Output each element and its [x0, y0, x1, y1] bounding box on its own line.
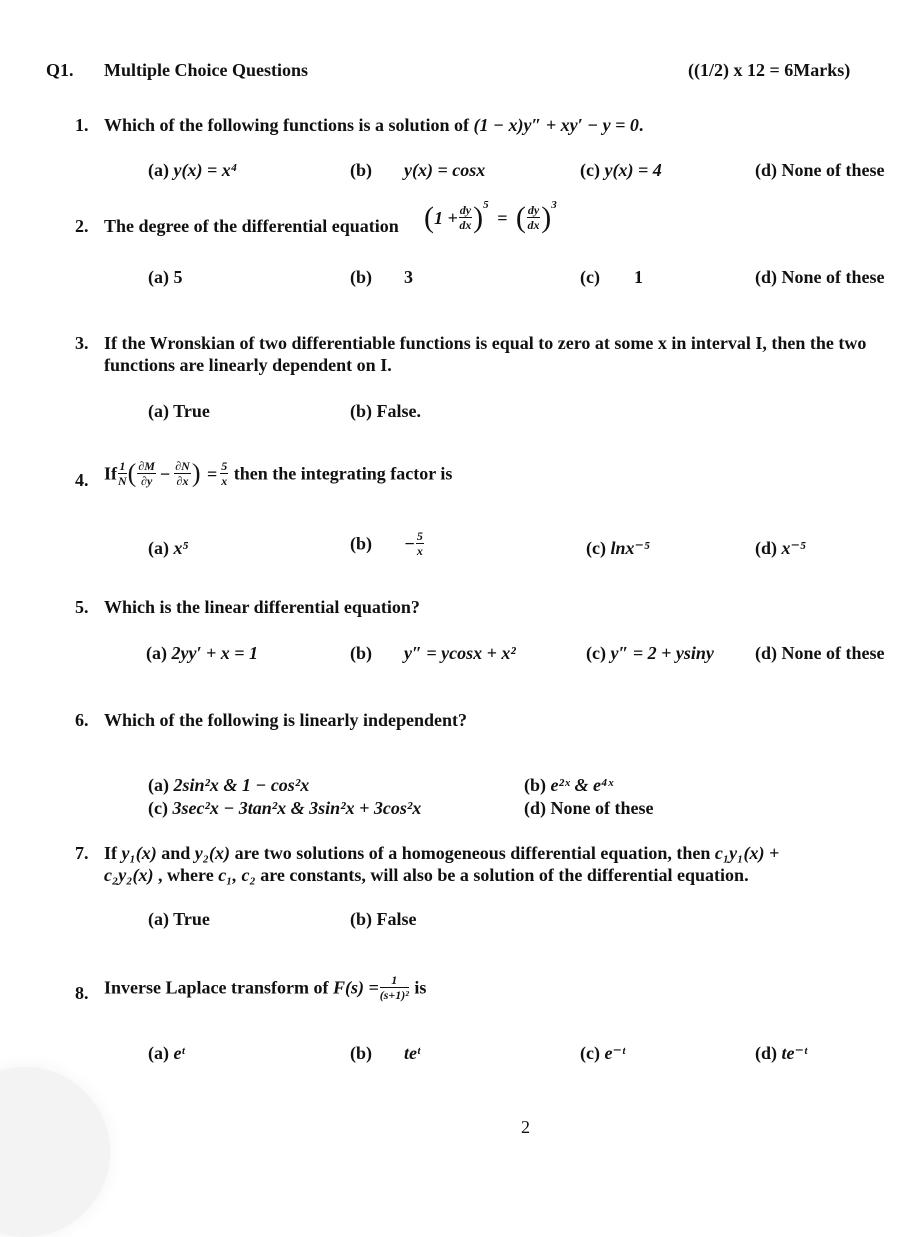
option-c[interactable]: (c) 3sec²x − 3tan²x & 3sin²x + 3cos²x: [148, 798, 422, 818]
option-b[interactable]: (b) e²ˣ & e⁴ˣ: [524, 775, 614, 795]
option-a[interactable]: (a) 2sin²x & 1 − cos²x: [148, 775, 310, 795]
question-equation: (1 + $\frac{dy}{dx}$ )$^5$ = ( $\frac{dy}{dx}$ )$^3$: [424, 199, 557, 234]
option-b[interactable]: (b) y(x) = cosx: [350, 160, 486, 180]
section-title: Multiple Choice Questions: [104, 60, 309, 80]
marks-label: ((1/2) x 12 = 6Marks): [688, 60, 851, 80]
option-c[interactable]: (c) 1: [580, 267, 643, 287]
page-number: 2: [521, 1117, 530, 1137]
question-text: The degree of the differential equation: [104, 216, 399, 236]
option-d[interactable]: (d) x⁻⁵: [755, 538, 807, 558]
item-number: 2.: [75, 216, 89, 236]
question-text-line-1: If the Wronskian of two differentiable functions is equal to zero at some x in interval I, then the two: [104, 333, 867, 353]
option-c[interactable]: (c) y(x) = 4: [580, 160, 662, 180]
question-text: Which is the linear differential equation?: [104, 597, 420, 617]
question-text-line-1: If y₁(x) and y₂(x) are two solutions of a homogeneous differential equation, then c₁y₁(x) +: [104, 843, 780, 863]
item-number: 6.: [75, 710, 89, 730]
option-b[interactable]: (b) teᵗ: [350, 1043, 421, 1063]
option-d[interactable]: (d) None of these: [755, 160, 885, 180]
option-b[interactable]: (b) False: [350, 909, 417, 929]
question-text: Inverse Laplace transform of F(s) = $\frac{1}{\text{(s+1)²}}$ is: [104, 973, 427, 1002]
item-number: 8.: [75, 983, 89, 1003]
option-b[interactable]: (b) − $\frac{5}{x}$: [350, 529, 423, 558]
option-a[interactable]: (a) eᵗ: [148, 1043, 185, 1063]
option-c[interactable]: (c) e⁻ᵗ: [580, 1043, 626, 1063]
option-d[interactable]: (d) None of these: [755, 643, 885, 663]
option-a[interactable]: (a) 2yy′ + x = 1: [146, 643, 259, 663]
question-text-line-2: functions are linearly dependent on I.: [104, 355, 392, 375]
question-number: Q1.: [46, 60, 74, 80]
question-equation: (1 − x)y″ + xy′ − y = 0: [473, 115, 639, 135]
question-text: Which of the following is linearly independent?: [104, 710, 468, 730]
item-number: 3.: [75, 333, 89, 353]
option-a[interactable]: (a) True: [148, 909, 210, 929]
corner-shadow: [0, 1067, 110, 1237]
option-a[interactable]: (a) y(x) = x⁴: [148, 160, 237, 180]
option-c[interactable]: (c) y″ = 2 + ysiny: [586, 643, 714, 663]
question-text: If $\frac{1}{N}$ ( $\frac{\partial M}{\partial y}$ − $\frac{\partial N}{\partial x}$ ) = $\frac{5}{x}$ then the integrating factor is: [104, 458, 453, 488]
question-text-line-2: c₂y₂(x) , where c₁, c₂ are constants, will also be a solution of the differential equation.: [104, 865, 749, 885]
option-a[interactable]: (a) 5: [148, 267, 183, 287]
option-a[interactable]: (a) x⁵: [148, 538, 189, 558]
option-c[interactable]: (c) lnx⁻⁵: [586, 538, 651, 558]
item-number: 4.: [75, 470, 89, 490]
item-number: 7.: [75, 843, 89, 863]
option-d[interactable]: (d) None of these: [755, 267, 885, 287]
item-number: 1.: [75, 115, 89, 135]
option-b[interactable]: (b) False.: [350, 401, 421, 421]
option-b[interactable]: (b) y″ = ycosx + x²: [350, 643, 516, 663]
question-text: Which of the following functions is a solution of (1 − x)y″ + xy′ − y = 0.: [104, 115, 644, 135]
option-a[interactable]: (a) True: [148, 401, 210, 421]
item-number: 5.: [75, 597, 89, 617]
option-d[interactable]: (d) None of these: [524, 798, 654, 818]
option-d[interactable]: (d) te⁻ᵗ: [755, 1043, 808, 1063]
option-b[interactable]: (b) 3: [350, 267, 413, 287]
